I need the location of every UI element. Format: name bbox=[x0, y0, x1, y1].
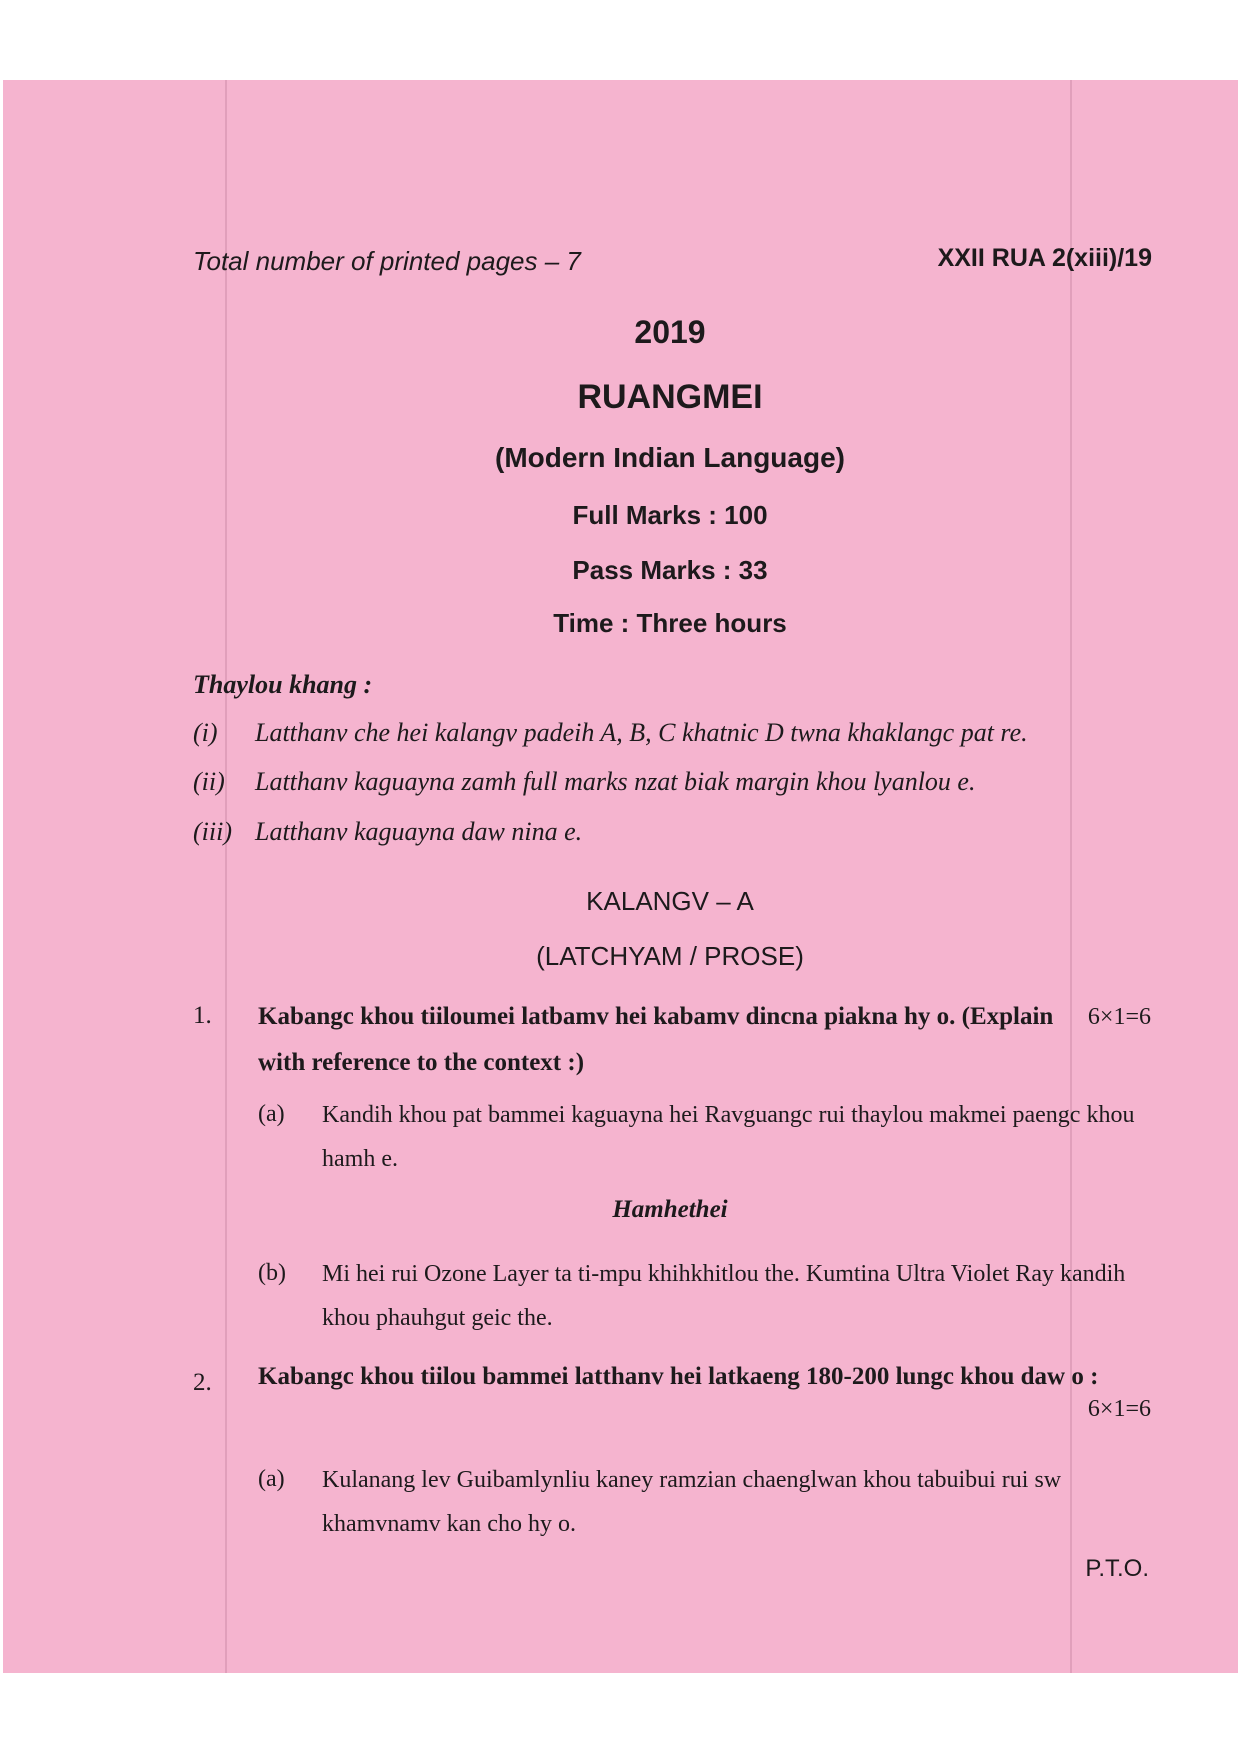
printed-pages-note: Total number of printed pages – 7 bbox=[193, 246, 581, 276]
pto-note: P.T.O. bbox=[1085, 1555, 1149, 1582]
full-marks: Full Marks : 100 bbox=[572, 500, 768, 530]
instruction-text: Latthanv kaguayna daw nina e. bbox=[255, 817, 583, 846]
section-subheading: (LATCHYAM / PROSE) bbox=[536, 941, 804, 971]
instruction-text: Latthanv kaguayna zamh full marks nzat biak margin khou lyanlou e. bbox=[255, 767, 976, 796]
instruction-item bbox=[193, 817, 582, 847]
question-marks: 6×1=6 bbox=[1087, 1396, 1151, 1422]
section-heading: KALANGV – A bbox=[586, 886, 754, 916]
part-text: Kandih khou pat bammei kaguayna hei Ravguangc rui thaylou makmei paengc khou hamh e. bbox=[322, 1102, 1135, 1172]
instruction-number: (iii) bbox=[193, 817, 232, 846]
question-text: Kabangc khou tiiloumei latbamv hei kabamv dincna piakna hy o. (Explain with reference to the context :) bbox=[258, 1003, 1054, 1076]
question-number: 2. bbox=[193, 1369, 212, 1396]
exam-time: Time : Three hours bbox=[553, 608, 787, 638]
instructions-heading: Thaylou khang : bbox=[193, 670, 373, 699]
part-text: Kulanang lev Guibamlynliu kaney ramzian chaenglwan khou tabuibui rui sw khamvnamv kan cho hy o. bbox=[322, 1467, 1062, 1537]
paper-fold-line bbox=[225, 80, 227, 1673]
instruction-item bbox=[193, 718, 1028, 748]
question-marks: 6×1=6 bbox=[1087, 1004, 1151, 1030]
paper-code: XXII RUA 2(xiii)/19 bbox=[937, 244, 1152, 272]
question-number: 1. bbox=[193, 1002, 212, 1029]
subject-subtitle: (Modern Indian Language) bbox=[495, 442, 845, 473]
part-label: (b) bbox=[258, 1260, 286, 1286]
instruction-item bbox=[193, 767, 975, 797]
part-text: Mi hei rui Ozone Layer ta ti-mpu khihkhitlou the. Kumtina Ultra Violet Ray kandih khou phauhgut geic the. bbox=[322, 1261, 1126, 1331]
instruction-number: (ii) bbox=[193, 767, 225, 796]
pass-marks: Pass Marks : 33 bbox=[572, 555, 768, 585]
instruction-text: Latthanv che hei kalangv padeih A, B, C khatnic D twna khaklangc pat re. bbox=[255, 718, 1028, 747]
paper-fold-line bbox=[1070, 80, 1072, 1673]
exam-year: 2019 bbox=[634, 314, 706, 350]
instruction-number: (i) bbox=[193, 718, 218, 747]
part-label: (a) bbox=[258, 1101, 285, 1127]
question-text: Kabangc khou tiilou bammei latthanv hei latkaeng 180-200 lungc khou daw o : bbox=[258, 1363, 1099, 1390]
subject-title: RUANGMEI bbox=[577, 378, 763, 416]
part-label: (a) bbox=[258, 1466, 285, 1492]
or-label: Hamhethei bbox=[612, 1196, 728, 1223]
